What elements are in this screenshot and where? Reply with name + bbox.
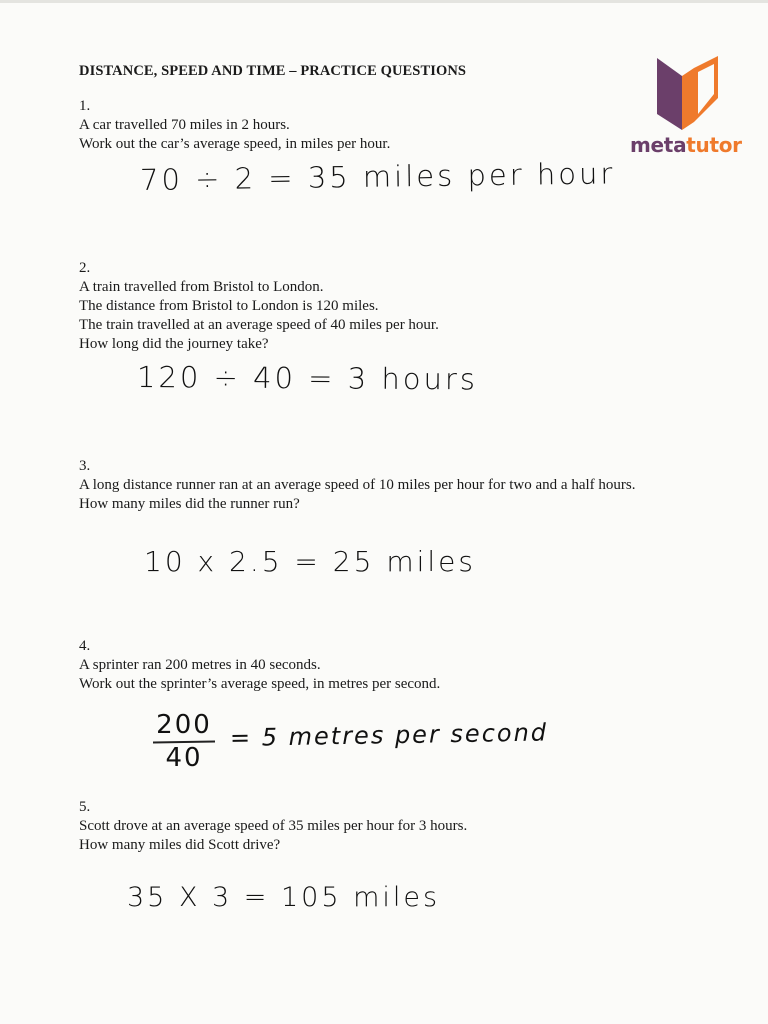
book-logo-icon	[654, 54, 726, 132]
question-4	[79, 637, 440, 694]
question-text-line: A long distance runner ran at an average speed of 10 miles per hour for two and a half hours.	[79, 477, 636, 493]
question-text-line: Scott drove at an average speed of 35 miles per hour for 3 hours.	[79, 818, 468, 834]
metatutor-logo	[630, 52, 748, 162]
question-text-line: Work out the sprinter’s average speed, in metres per second.	[79, 676, 441, 692]
question-1	[79, 97, 390, 154]
logo-text-tutor: tutor	[686, 133, 742, 157]
logo-wordmark	[630, 133, 748, 157]
scan-edge	[0, 0, 768, 3]
question-5	[79, 798, 467, 855]
question-number: 4.	[79, 638, 91, 654]
question-text-line: Work out the car’s average speed, in miles per hour.	[79, 136, 391, 152]
question-text-line: How many miles did Scott drive?	[79, 837, 281, 853]
handwritten-answer-5: 35 X 3 = 105 miles	[127, 882, 441, 913]
question-2	[79, 259, 439, 354]
question-text-line: A car travelled 70 miles in 2 hours.	[79, 117, 290, 133]
question-number: 3.	[79, 458, 91, 474]
handwritten-answer-4: = 5 metres per second	[229, 718, 549, 752]
question-number: 5.	[79, 799, 91, 815]
question-text-line: The distance from Bristol to London is 120 miles.	[79, 298, 379, 314]
question-text-line: How many miles did the runner run?	[79, 496, 300, 512]
question-text-line: How long did the journey take?	[79, 336, 269, 352]
fraction-numerator: 200	[156, 710, 212, 740]
question-number: 2.	[79, 260, 91, 276]
handwritten-answer-1: 70 ÷ 2 = 35 miles per hour	[139, 156, 616, 197]
question-text-line: The train travelled at an average speed of 40 miles per hour.	[79, 317, 439, 333]
handwritten-answer-2: 120 ÷ 40 = 3 hours	[136, 360, 479, 397]
question-3	[79, 457, 729, 514]
question-text-line: A sprinter ran 200 metres in 40 seconds.	[79, 657, 321, 673]
logo-text-meta: meta	[630, 133, 687, 157]
handwritten-answer-3: 10 x 2.5 = 25 miles	[144, 545, 476, 578]
question-text-line: A train travelled from Bristol to London.	[79, 279, 324, 295]
question-number: 1.	[79, 98, 91, 114]
handwritten-fraction	[153, 712, 215, 771]
page-title: DISTANCE, SPEED AND TIME – PRACTICE QUESTIONS	[79, 63, 467, 79]
fraction-denominator: 40	[165, 743, 203, 773]
